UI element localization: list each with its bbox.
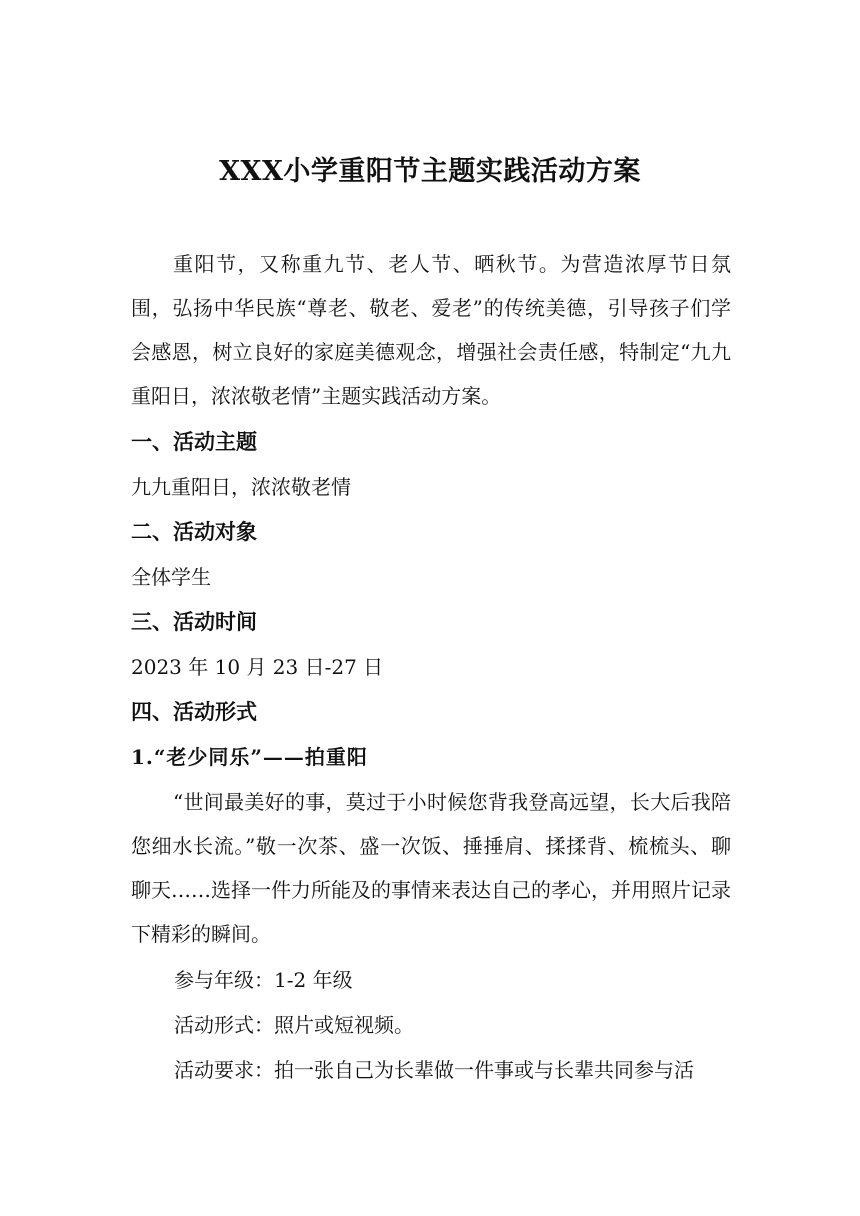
activity1-description: “世间最美好的事，莫过于小时候您背我登高远望，长大后我陪您细水长流。”敬一次茶、盛一次饭、捶捶肩、揉揉背、梳梳头、聊聊天……选择一件力所能及的事情来表达自己的孝心，并用照片记录下精彩的瞬间。 — [131, 790, 731, 946]
section-heading-form: 四、活动形式 — [131, 699, 257, 724]
document-title: XXX小学重阳节主题实践活动方案 — [219, 156, 641, 187]
activity1-description-block — [131, 780, 731, 956]
activity1-requirement: 活动要求：拍一张自己为长辈做一件事或与长辈共同参与活 — [174, 1058, 694, 1082]
section-content-time: 2023 年 10 月 23 日-27 日 — [131, 655, 384, 679]
section-heading-time: 三、活动时间 — [131, 609, 257, 634]
activity1-grade: 参与年级：1-2 年级 — [174, 968, 353, 992]
section-content-theme: 九九重阳日，浓浓敬老情 — [131, 475, 351, 499]
intro-paragraph: 重阳节，又称重九节、老人节、晒秋节。为营造浓厚节日氛围，弘扬中华民族“尊老、敬老、爱老”的传统美德，引导孩子们学会感恩，树立良好的家庭美德观念，增强社会责任感，特制定“九九重阳日，浓浓敬老情”主题实践活动方案。 — [131, 252, 731, 408]
activity1-form: 活动形式：照片或短视频。 — [174, 1013, 414, 1037]
section-heading-theme: 一、活动主题 — [131, 429, 257, 454]
intro-paragraph-block — [131, 242, 731, 418]
activity1-subheading: 1.“老少同乐”——拍重阳 — [131, 745, 368, 769]
section-content-audience: 全体学生 — [131, 565, 211, 589]
section-heading-audience: 二、活动对象 — [131, 519, 257, 544]
